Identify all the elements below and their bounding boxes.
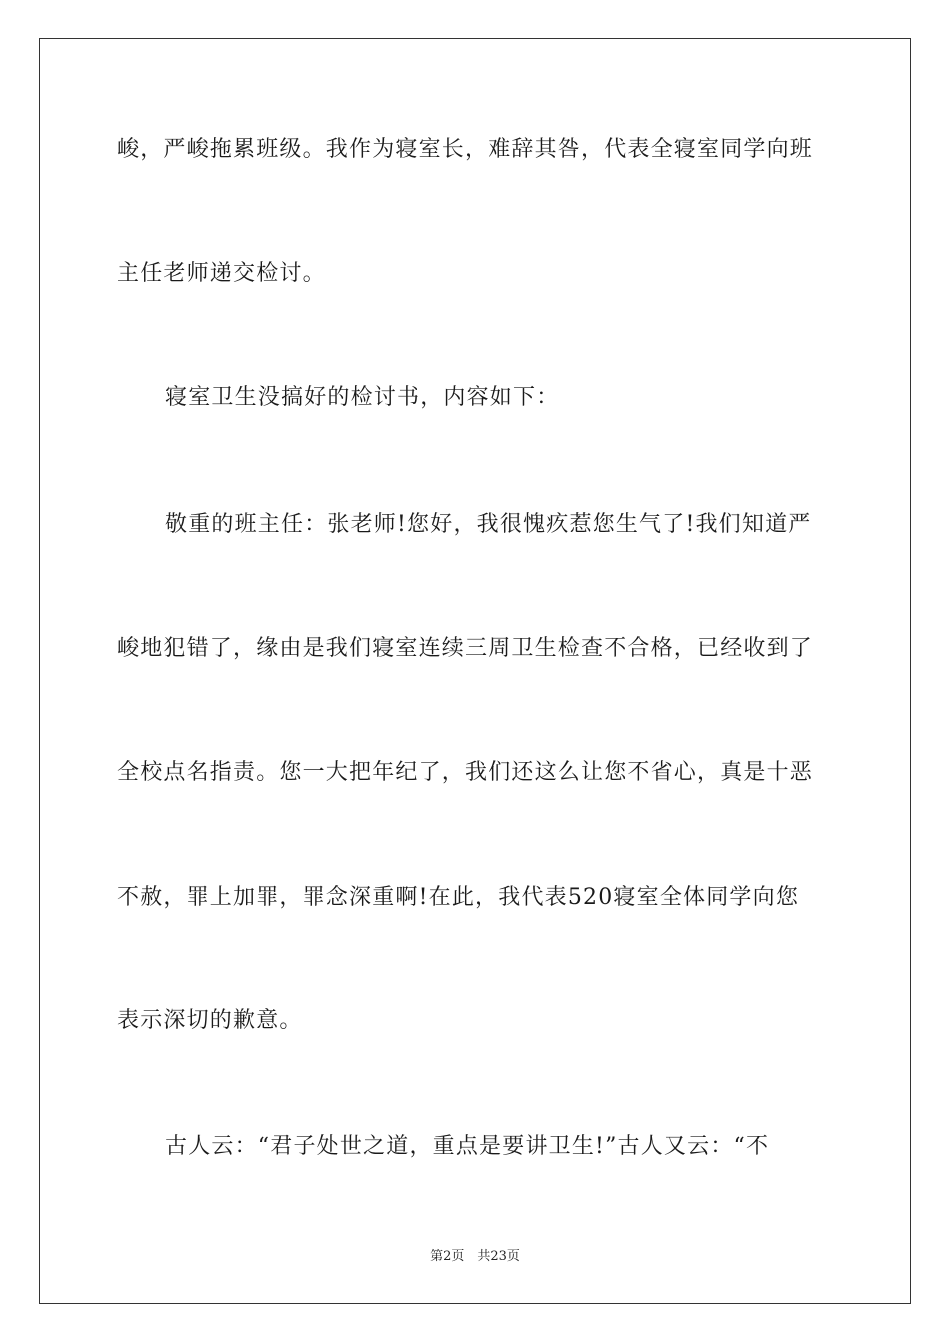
page-border — [39, 38, 911, 1304]
body-line-1: 峻，严峻拖累班级。我作为寝室长，难辞其咎，代表全寝室同学向班 — [117, 137, 814, 162]
body-line-8: 表示深切的歉意。 — [117, 1008, 303, 1033]
body-line-4: 敬重的班主任：张老师!您好，我很愧疚惹您生气了!我们知道严 — [165, 512, 812, 537]
body-line-3: 寝室卫生没搞好的检讨书，内容如下： — [165, 385, 560, 410]
body-line-2: 主任老师递交检讨。 — [117, 261, 326, 286]
body-line-5: 峻地犯错了，缘由是我们寝室连续三周卫生检查不合格，已经收到了 — [117, 636, 814, 661]
body-line-9: 古人云：“君子处世之道，重点是要讲卫生!”古人又云：“不 — [165, 1134, 770, 1159]
body-line-6: 全校点名指责。您一大把年纪了，我们还这么让您不省心，真是十恶 — [117, 760, 814, 785]
body-line-7: 不赦，罪上加罪，罪念深重啊!在此，我代表520寝室全体同学向您 — [117, 885, 800, 910]
page-number-footer: 第2页 共23页 — [430, 1249, 520, 1264]
